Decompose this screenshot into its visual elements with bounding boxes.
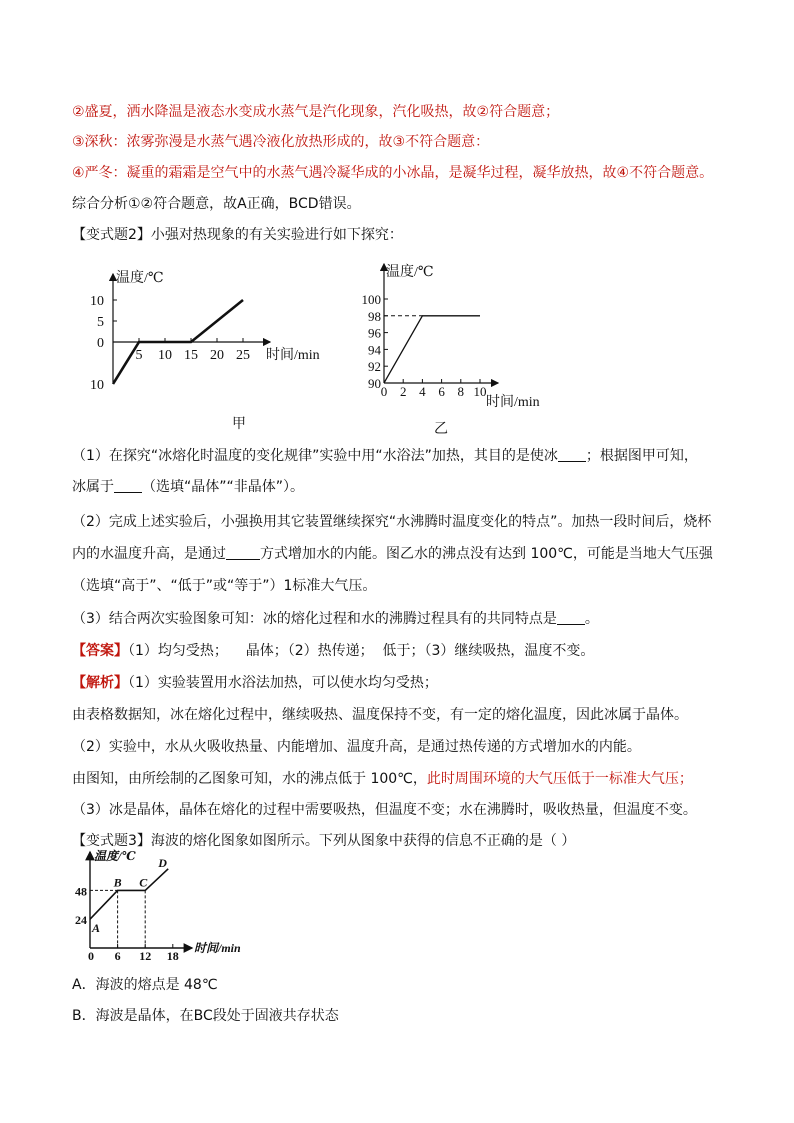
x-tick-label: 4 — [419, 384, 426, 399]
answer-blank — [558, 447, 586, 462]
text: ；根据图甲可知， — [585, 448, 698, 464]
y-label: 温度/℃ — [386, 265, 434, 280]
x-tick-label: 5 — [135, 348, 143, 363]
text: 方式增加水的内能。图乙水的沸点没有达到 100℃，可能是当地大气压强 — [260, 546, 713, 562]
question-3-title: 【变式题3】海波的熔化图象如图所示。下列从图象中获得的信息不正确的是（ ） — [72, 833, 576, 849]
text: （选填“晶体”“非晶体”）。 — [142, 479, 305, 495]
answer-tag: 【答案】 — [72, 643, 128, 659]
y-label: 温度/℃ — [116, 271, 164, 286]
point-label-d: D — [158, 855, 167, 870]
x-tick-label: 15 — [184, 348, 198, 363]
x-tick-label: 10 — [473, 384, 487, 399]
point-label-c: C — [139, 875, 148, 890]
y-tick-label: 94 — [368, 342, 381, 358]
text: 。 — [584, 611, 599, 627]
text: 内的水温度升高，是通过 — [72, 546, 226, 562]
x-tick-label: 18 — [166, 949, 179, 963]
x-tick-label: 20 — [210, 348, 224, 363]
explanation-line-5: （3）冰是晶体，晶体在熔化的过程中需要吸热，但温度不变；水在沸腾时，吸收热量，但温度不变。 — [72, 802, 697, 818]
series-line — [90, 869, 168, 919]
chart-jia — [80, 262, 350, 412]
chart-jia-caption: 甲 — [232, 416, 246, 432]
text-red: 此时周围环境的大气压低于一标准大气压； — [426, 771, 693, 787]
explanation-line-2: 由表格数据知，冰在熔化过程中，继续吸热、温度保持不变，有一定的熔化温度，因此冰属于晶体。 — [72, 707, 688, 723]
text-line-4: 综合分析①②符合题意，故A正确，BCD错误。 — [72, 196, 361, 212]
question-2-part-1-line-2 — [72, 477, 732, 497]
x-tick-label: 10 — [158, 348, 172, 363]
chart-yi-caption: 乙 — [434, 421, 448, 437]
y-tick-label: 92 — [368, 359, 381, 375]
x-tick-label: 12 — [139, 949, 152, 963]
option-a: A．海波的熔点是 48℃ — [72, 977, 218, 993]
x-tick-label: 6 — [114, 949, 121, 963]
y-tick-label: 100 — [361, 292, 381, 307]
question-2-title: 【变式题2】小强对热现象的有关实验进行如下探究： — [72, 227, 403, 243]
explanation-text: （1）实验装置用水浴法加热，可以使水均匀受热； — [128, 675, 438, 691]
chart-yi — [360, 258, 560, 416]
y-tick-label: 0 — [97, 336, 104, 351]
point-label-b: B — [113, 875, 122, 890]
answer-blank — [557, 610, 585, 625]
text-line-2: ③深秋：浓雾弥漫是水蒸气遇冷液化放热形成的，故③不符合题意： — [72, 134, 490, 150]
explanation-line-3: （2）实验中，水从火吸收热量、内能增加、温度升高，是通过热传递的方式增加水的内能。 — [72, 739, 641, 755]
x-tick-label: 25 — [236, 348, 250, 363]
option-b: B．海波是晶体，在BC段处于固液共存状态 — [72, 1008, 339, 1024]
answer-line — [72, 641, 732, 661]
y-tick-label: 10 — [90, 378, 104, 393]
answer-blank — [114, 478, 142, 493]
text: 冰属于 — [72, 479, 114, 495]
x-label: 时间/min — [266, 348, 320, 363]
text: （3）结合两次实验图象可知：冰的熔化过程和水的沸腾过程具有的共同特点是 — [72, 611, 557, 627]
x-tick-label: 6 — [438, 384, 445, 399]
x-label: 时间/min — [486, 395, 540, 410]
y-tick-label: 98 — [368, 308, 381, 324]
y-label: 温度/℃ — [94, 849, 136, 863]
explanation-line-4 — [72, 769, 732, 789]
x-tick-label: 2 — [399, 384, 407, 399]
y-tick-label: 5 — [97, 315, 104, 330]
question-2-part-2-line-1: （2）完成上述实验后，小强换用其它装置继续探究“水沸腾时温度变化的特点”。加热一段时间后，烧杯 — [72, 514, 712, 530]
y-tick-label: 24 — [75, 913, 87, 928]
question-2-part-2-line-3: （选填“高于”、“低于”或“等于”）1标准大气压。 — [72, 578, 377, 594]
chart-haibo — [72, 848, 252, 963]
y-tick-label: 90 — [368, 376, 381, 391]
y-tick-label: 10 — [90, 294, 104, 309]
x-tick-label: 0 — [88, 949, 94, 963]
text: （1）在探究“冰熔化时温度的变化规律”实验中用“水浴法”加热，其目的是使冰 — [72, 448, 558, 464]
question-2-part-3 — [72, 609, 732, 629]
answer-text: （1）均匀受热； 晶体；（2）热传递； 低于；（3）继续吸热，温度不变。 — [128, 643, 595, 659]
question-2-part-2-line-2 — [72, 544, 732, 564]
series-line — [384, 316, 480, 383]
y-tick-label: 48 — [75, 884, 87, 899]
answer-blank — [226, 545, 260, 560]
x-tick-label: 0 — [380, 384, 388, 399]
text: 由图知，由所绘制的乙图象可知，水的沸点低于 100℃， — [72, 771, 427, 787]
explanation-tag: 【解析】 — [72, 675, 128, 691]
x-tick-label: 8 — [457, 384, 465, 399]
y-tick-label: 96 — [368, 325, 381, 341]
text-line-3: ④严冬：凝重的霜霜是空气中的水蒸气遇冷凝华成的小冰晶，是凝华过程，凝华放热，故④不符合题意。 — [72, 165, 714, 181]
x-label: 时间/min — [194, 941, 241, 955]
explanation-line-1 — [72, 673, 732, 693]
text-line-1: ②盛夏，洒水降温是液态水变成水蒸气是汽化现象，汽化吸热，故②符合题意； — [72, 104, 560, 120]
point-label-a: A — [92, 921, 101, 936]
question-2-part-1-line-1 — [72, 446, 732, 466]
